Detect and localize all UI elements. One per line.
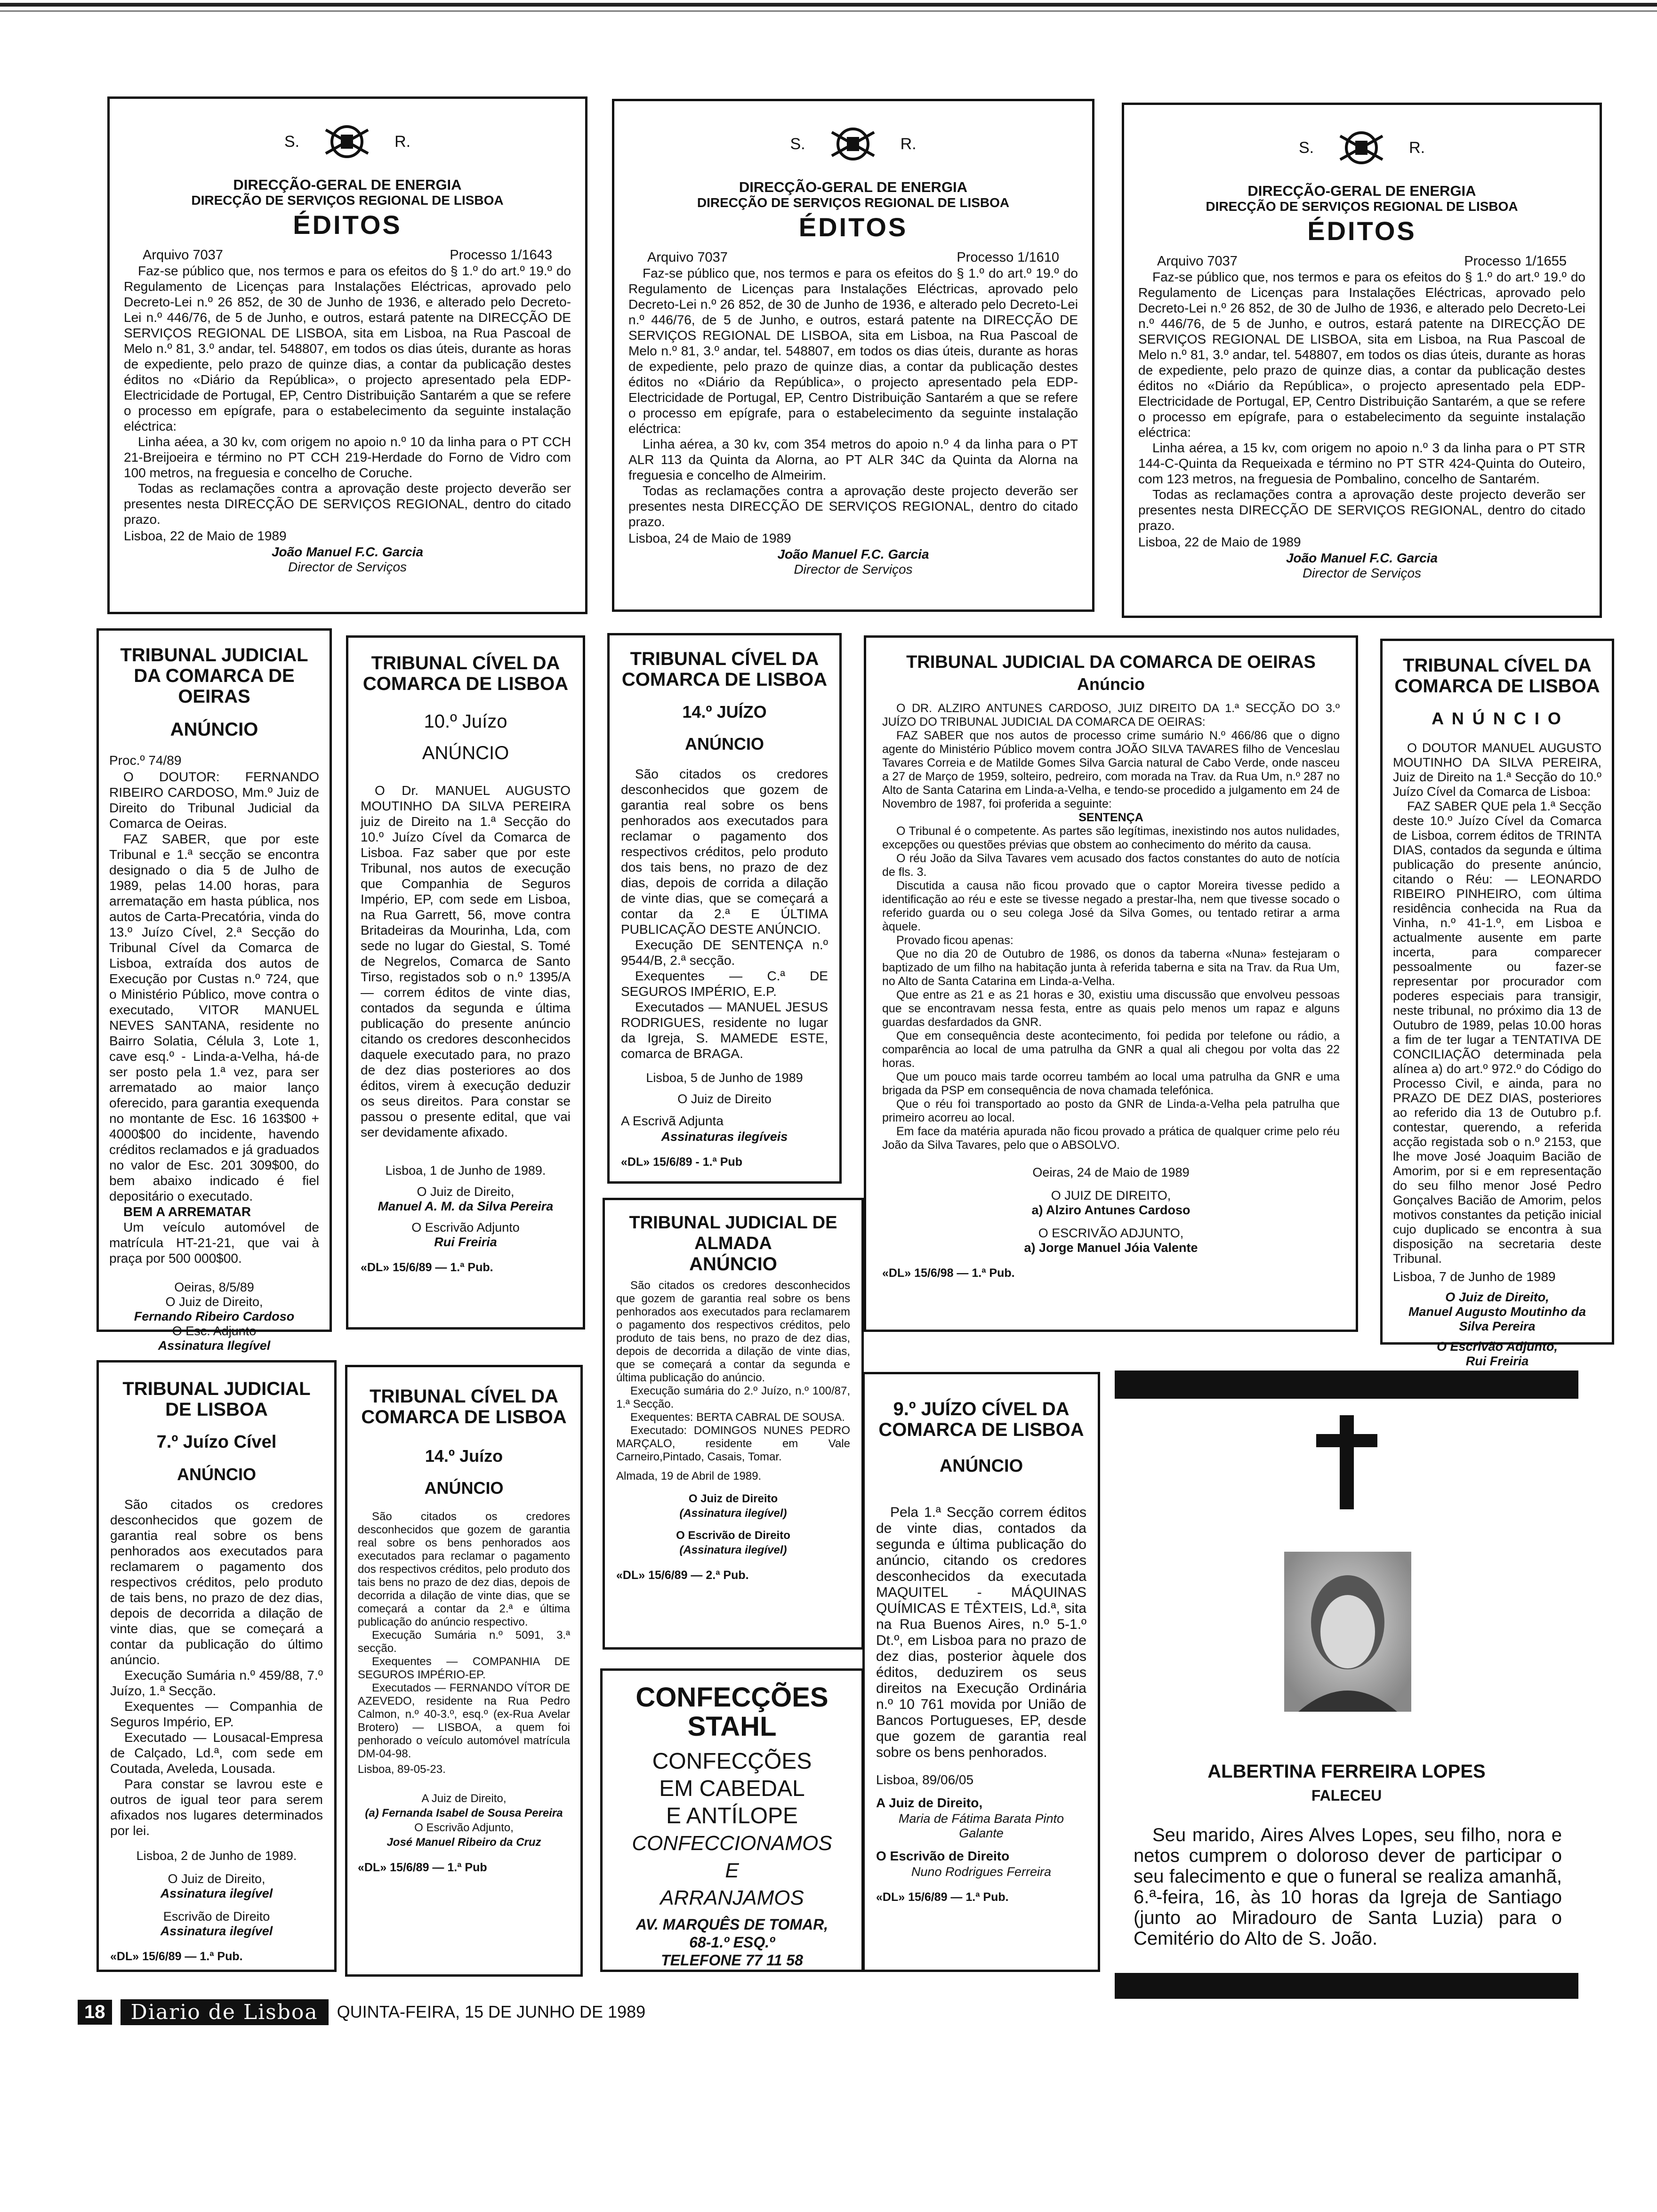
juizo: 10.º Juízo [424,711,507,732]
section-heading: BEM A ARREMATAR [123,1204,251,1219]
ad-address-2: 68-1.º ESQ.º [689,1934,775,1951]
signer-name: Maria de Fátima Barata Pinto Galante [898,1811,1064,1840]
processo: Processo 1/1610 [957,250,1059,265]
deceased-name: ALBERTINA FERREIRA LOPES [1207,1761,1486,1782]
signatory-role: Director de Serviços [794,562,913,577]
notice-body-2: FAZ SABER, que por este Tribunal e 1.ª secção se encontra designado o dia 5 de Julho de 1989, pelas 14.00 horas, para arrematação em hasta pública, nos autos de Carta-Precatória, vinda do 13.º Juízo Cível, 2.ª Secção do Tribunal Cível da Comarca de Lisboa, extraída dos autos de Execução por Custas n.º 724, que o Ministério Público, move contra o executado, VITOR MANUEL NEVES SANTANA, residente no Bairro Solatia, Célula 3, Lote 1, cave esq.º - Linda-a-Velha, há-de ser posto pela 1.ª vez, para ser arrematado ao maior lanço oferecido, para garantia exequenda no montante de Esc. 16 163$00 + 4000$00 do incidente, havendo créditos reclamados e já graduados no valor de Esc. 201 309$00, do bem abaixo indicado é fiel depositário o executado. [109,832,319,1203]
arquivo: Arquivo 7037 [143,248,223,263]
notice-body: Faz-se público que, nos termos e para os efeitos do § 1.º do art.º 19.º do Regulamento de Licenças para Instalações Eléctricas, aprovado pelo Decreto-Lei n.º 26 852, de 30 de Junho de 1936, e alterado pelo Decreto-Lei n.º 446/76, de 5 de Junho, e outros, estará patente na DIRECÇÃO DE SERVIÇOS REGIONAL DE LISBOA, sita em Lisboa, na Rua Pascoal de Melo n.º 81, 3.º andar, tel. 548807, em todos os dias úteis, durante as horas de expediente, pelo prazo de quinze dias, a contar da publicação destes éditos no «Diário da República», o projecto apresentado pela EDP-Electricidade de Portugal, EP, Centro Distribuição Santarém a que se refere o processo em epígrafe, para o estabelecimento da seguinte instalação eléctrica: [124,264,571,433]
notice-body: O DOUTOR MANUEL AUGUSTO MOUTINHO DA SILVA PEREIRA, Juiz de Direito na 1.ª Secção do 10.º Juízo Cível da Comarca de Lisboa: [1393,741,1601,799]
anuncio-title: ANÚNCIO [689,1254,777,1274]
ad-line: EM CABEDAL [659,1776,805,1801]
juizo: 7.º Juízo Cível [156,1432,277,1452]
signer-name-2: Rui Freiria [434,1235,497,1249]
editos-notice-2 [612,99,1094,612]
signer-name: Manuel A. M. da Silva Pereira [378,1199,554,1213]
signer-name: a) Alziro Antunes Cardoso [1031,1203,1190,1217]
cross-icon [1316,1415,1377,1509]
place-date: Lisboa, 7 de Junho de 1989 [1393,1269,1556,1284]
proc-number: Proc.º 74/89 [109,753,182,768]
notice-title: ÉDITOS [1307,216,1416,246]
executado: Executado: DOMINGOS NUNES PEDRO MARÇALO, residente em Vale Carneiro,Pintado, Casais, Tomar. [616,1424,850,1463]
paragraph-7: Que no dia 20 de Outubro de 1986, os donos da taberna «Nuna» festejaram o baptizado de um filho na habitação junta à referida taberna e sita na Trav. da Rua Um, no Alto de Santa Catarina em Linda-a-Velha. [882,947,1340,988]
execution: Execução sumária do 2.º Juízo, n.º 100/87, 1.ª Secção. [616,1385,850,1411]
notice-line: Linha aérea, a 15 kv, com origem no apoio n.º 3 da linha para o PT STR 144-C-Quinta da Requeixada e término no PT STR 424-Quinta do Outeiro, com 123 metros, na freguesia de Pombalino, concelho de Santarém. [1138,441,1585,486]
obituary-text: Seu marido, Aires Alves Lopes, seu filho, nora e netos cumprem o doloroso dever de participar o seu falecimento e que o funeral se realiza amanhã, 6.ª-feira, 16, às 10 horas da Igreja de Santiago (junto ao Miradouro de Santa Luzia) para o Cemitério do Alto de S. João. [1134,1825,1562,1949]
anuncio-title: ANÚNCIO [422,743,509,763]
notice-body: Faz-se público que, nos termos e para os efeitos do § 1.º do art.º 19.º do Regulamento de Licenças para Instalações Eléctricas, aprovado pelo Decreto-Lei n.º 26 852, de 30 de Junho de 1936, e alterado pelo Decreto-Lei n.º 446/76, de 5 de Junho, e outros, estará patente na DIRECÇÃO DE SERVIÇOS REGIONAL DE LISBOA, sita em Lisboa, na Rua Pascoal de Melo n.º 81, 3.º andar, tel. 548807, em todos os dias úteis, durante as horas de expediente, pelo prazo de quinze dias, a contar da publicação destes éditos no «Diário da República», o projecto apresentado pela EDP-Electricidade de Portugal, EP, Centro Distribuição Santarém a que se refere o processo em epígrafe, para o estabelecimento da seguinte instalação eléctrica: [628,266,1078,436]
court-title: TRIBUNAL JUDICIAL DA COMARCA DE OEIRAS [120,645,308,707]
signer-name: Fernando Ribeiro Cardoso [134,1309,295,1323]
anuncio-title: A N Ú N C I O [1432,709,1563,728]
exequentes: Exequentes — COMPANHIA DE SEGUROS IMPÉRIO-EP. [358,1655,570,1681]
paragraph-9: Que em consequência deste acontecimento, foi pedida por telefone ou rádio, a comparência ao local de uma patrulha da GNR a qual ali chegou por volta das 22 horas. [882,1029,1340,1070]
signer-role-2: O Escrivão de Direito [676,1529,790,1542]
publication-tag: «DL» 15/6/89 — 1.ª Pub [358,1861,487,1874]
coat-of-arms-icon [1331,122,1392,174]
ad-brand: STAHL [687,1711,777,1742]
processo: Processo 1/1655 [1464,254,1567,269]
place-date: Lisboa, 5 de Junho de 1989 [646,1071,803,1085]
org-division: DIRECÇÃO DE SERVIÇOS REGIONAL DE LISBOA [1206,199,1518,214]
paragraph-11: Que o réu foi transportado ao posto da GNR de Linda-a-Velha pela patrulha que primeiro acorreu ao local. [882,1098,1340,1124]
signer-role: O Juiz de Direito, [165,1295,263,1309]
signer-role: A Juiz de Direito, [876,1795,983,1810]
editos-notice-1 [107,96,587,614]
deceased-status: FALECEU [1311,1787,1382,1804]
court-title: TRIBUNAL JUDICIAL DA COMARCA DE OEIRAS [906,652,1316,672]
portrait-photo [1284,1552,1411,1712]
sentence-heading: SENTENÇA [1078,811,1143,824]
anuncio-title: ANÚNCIO [177,1465,256,1484]
top-rule-thin [0,10,1657,12]
signatory-role: Director de Serviços [288,560,407,574]
signer-role: O JUIZ DE DIREITO, [1051,1188,1171,1202]
signer-name-2: (Assinatura ilegível) [679,1544,787,1556]
notice-body: O DOUTOR: FERNANDO RIBEIRO CARDOSO, Mm.º Juiz de Direito do Tribunal Judicial da Comarca de Oeiras. [109,769,319,831]
signatory: João Manuel F.C. Garcia [1286,551,1438,565]
signer-name-2: a) Jorge Manuel Jóia Valente [1024,1241,1198,1255]
court-title: 9.º JUÍZO CÍVEL DA COMARCA DE LISBOA [878,1399,1084,1440]
notice-civel-9 [862,1372,1100,1972]
signer-name: (a) Fernanda Isabel de Sousa Pereira [365,1807,563,1819]
notice-line: Linha aéea, a 30 kv, com origem no apoio n.º 10 da linha para o PT CCH 21-Breijoeira e término no PT CCH 219-Herdade do Forno de Vidro com 100 metros, na freguesia e concelho de Coruche. [124,434,571,480]
signatory: João Manuel F.C. Garcia [271,545,424,559]
place-date: Lisboa, 89/06/05 [876,1772,974,1787]
signer-role-2: O Escrivão Adjunto [411,1220,520,1234]
signer-role-2: O Esc. Adjunto [172,1324,257,1338]
court-title: TRIBUNAL CÍVEL DA COMARCA DE LISBOA [361,1386,567,1427]
notice-lisboa-7 [97,1360,337,1972]
paragraph-10: Que um pouco mais tarde ocorreu também ao local uma patrulha da GNR e uma brigada da PSP em consequência de nova chamada telefónica. [882,1070,1340,1097]
anuncio-title: ANÚNCIO [424,1478,504,1498]
court-title: TRIBUNAL CÍVEL DA COMARCA DE LISBOA [362,653,569,694]
org-name: DIRECÇÃO-GERAL DE ENERGIA [233,176,462,193]
place-date: Lisboa, 24 de Maio de 1989 [628,531,791,545]
signer-name-2: José Manuel Ribeiro da Cruz [386,1836,541,1849]
ad-line: CONFECCIONAMOS [632,1832,832,1855]
execution: Execução Sumária n.º 5091, 3.ª secção. [358,1629,570,1655]
signer-name: (Assinatura ilegível) [679,1507,787,1520]
paragraph-4: O réu João da Silva Tavares vem acusado dos factos constantes do auto de notícia de fls. 3. [882,852,1340,879]
org-division: DIRECÇÃO DE SERVIÇOS REGIONAL DE LISBOA [697,195,1010,210]
place-date: Lisboa, 1 de Junho de 1989. [385,1163,546,1178]
paragraph-2: FAZ SABER que nos autos de processo crime sumário N.º 466/86 que o digno agente do Ministério Público movem contra JOÃO SILVA TAVARES filho de Venceslau Tavares Correia e de Matilde Gomes Silva Garcia natural de Cabo Verde, onde nasceu a 27 de Março de 1959, solteiro, pedreiro, com morada na Trav. da Rua Um, n.º 287 no Alto de Santa Catarina em Linda-a-Velha, e tendo-se procedido a julgamento em 24 de Novembro de 1987, foi proferida a seguinte: [882,729,1340,810]
emblem: S. R. [1138,122,1585,174]
ad-line: ARRANJAMOS [660,1886,804,1909]
place-date: Oeiras, 24 de Maio de 1989 [1032,1165,1190,1179]
executado: Executado — Lousacal-Empresa de Calçado, Ld.ª, com sede em Coutada, Aveleda, Lousada. [110,1730,323,1776]
ad-headline: CONFECÇÕES [635,1682,828,1713]
court-title: TRIBUNAL JUDICIAL DE LISBOA [122,1378,311,1420]
publication-tag: «DL» 15/6/89 — 1.ª Pub. [361,1261,493,1274]
exequentes: Exequentes — Companhia de Seguros Império, EP. [110,1699,323,1729]
signer-name: Manuel Augusto Moutinho da Silva Pereira [1408,1305,1586,1333]
publication-tag: «DL» 15/6/98 — 1.ª Pub. [882,1266,1015,1280]
signer-role-2: A Escrivã Adjunta [621,1114,724,1128]
court-title: TRIBUNAL JUDICIAL DE ALMADA [629,1213,837,1253]
signer-role: A Juiz de Direito, [421,1792,507,1805]
paragraph-3: O Tribunal é o competente. As partes são legítimas, inexistindo nos autos nulidades, excepções ou questões prévias que obstem ao conhecimento do mérito da causa. [882,825,1340,851]
notice-body: São citados os credores desconhecidos que gozem de garantia real sobre os bens penhorados aos executados para reclamarem o pagamento dos respectivos créditos, pelo produto de tais bens, no prazo de dez dias, depois de decorrida a dilação de vinte dias, que se começará a contar da publicação do último anúncio. [110,1497,323,1667]
place-date: Almada, 19 de Abril de 1989. [616,1470,762,1483]
notice-civel-14a [607,633,842,1184]
notice-body: Pela 1.ª Secção correm éditos de vinte dias, contados da segunda e última publicação do anúncio, citando os credores desconhecidos da executada MAQUITEL - MÁQUINAS QUÍMICAS E TÊXTEIS, Ld.ª, sita na Rua Buenos Aires, n.º 5-1.º Dt.º, em Lisboa para no prazo de dez dias, posterior àquele dos éditos, deduzirem os seus direitos na Execução Ordinária n.º 10 761 movida por União de Bancos Portugueses, EP, desde que gozem de garantia real sobre os bens penhorados. [876,1505,1086,1760]
notice-body: São citados os credores desconhecidos que gozem de garantia real sobre os bens penhorados aos executados para reclamar o pagamento dos respectivos créditos, pelo produto dos tais bens, no prazo de dez dias, depois de corrida a dilação de vinte dias, que se começará a contar da 2.ª E ÚLTIMA PUBLICAÇÃO DESTE ANÚNCIO. [621,767,828,937]
notice-reclamation: Todas as reclamações contra a aprovação deste projecto deverão ser presentes nesta DIRECÇÃO DE SERVIÇOS REGIONAL, dentro do citado prazo. [1138,487,1585,533]
page-footer [78,1998,645,2026]
publication-tag: «DL» 15/6/89 — 1.ª Pub. [110,1950,243,1963]
notice-line: Linha aérea, a 30 kv, com 354 metros do apoio n.º 4 da linha para o PT ALR 113 da Quinta da Alorna, ao PT ALR 34C da Quinta da Alorna na freguesia e concelho de Almeirim. [628,437,1078,482]
executados: Executados — MANUEL JESUS RODRIGUES, residente no lugar da Igreja, S. MAMEDE ESTE, comarca de BRAGA. [621,1000,828,1061]
issue-date: QUINTA-FEIRA, 15 DE JUNHO DE 1989 [337,2002,646,2021]
ad-address: AV. MARQUÊS DE TOMAR, [635,1916,828,1933]
black-bar-bottom [1115,1973,1578,1999]
obituary [1115,1370,1578,1999]
emblem: S. R. [628,118,1078,170]
signer-role: O Juiz de Direito, [417,1185,515,1199]
notice-body: São citados os credores desconhecidos que gozem de garantia real sobre os bens penhorados aos executados para reclamar o pagamento dos respectivos créditos, pelo produto dos tais bens no prazo de dez dias, depois de decorrida a dilação de vinte dias, que se começará a contar da 2.ª e última publicação do anúncio respectivo. [358,1510,570,1628]
anuncio-title: ANÚNCIO [939,1456,1023,1476]
closing: Para constar se lavrou este e outros de igual teor para serem afixados nos lugares determinados por lei. [110,1777,323,1838]
notice-almada [603,1198,864,1650]
notice-body: Faz-se público que, nos termos e para os efeitos do § 1.º do art.º 19.º do Regulamento de Licenças para Instalações Eléctricas, aprovado pelo Decreto-Lei n.º 26 852, de 30 de Julho de 1936, e alterado pelo Decreto-Lei n.º 446/76, de 5 de Junho, e outros, estará patente na DIRECÇÃO DE SERVIÇOS REGIONAL DE LISBOA, sita em Lisboa, na Rua Pascoal de Melo n.º 81, 3.º andar, tel. 548807, em todos os dias úteis, durante as horas de expediente, pelo prazo de quinze dias, a contar da publicação destes éditos no «Diário da República», o projecto apresentado pela EDP-Electricidade de Portugal, EP, Centro Distribuição Santarém, a que se refere o processo em epígrafe, para o estabelecimento da seguinte instalação eléctrica: [1138,270,1585,440]
signer-role: O Juiz de Direito [677,1092,772,1106]
signer-role-2: O Escrivão de Direito [876,1849,1010,1863]
place-date: Lisboa, 22 de Maio de 1989 [124,529,287,543]
place-date: Lisboa, 89-05-23. [358,1763,446,1776]
emblem: S. R. [124,116,571,168]
executados: Executados — FERNANDO VÍTOR DE AZEVEDO, residente na Rua Pedro Calmon, n.º 40-3.º, esq.º (ex-Rua Avelar Brotero) — LISBOA, a quem foi penhorado o veículo automóvel matrícula DM-04-98. [358,1682,570,1760]
anuncio-title: Anúncio [1077,674,1145,694]
juizo: 14.º JUÍZO [682,702,767,721]
notice-civel-10 [346,635,585,1330]
signer-role: O Juiz de Direito, [168,1872,265,1886]
notice-reclamation: Todas as reclamações contra a aprovação deste projecto deverão ser presentes nesta DIRECÇÃO DE SERVIÇOS REGIONAL, dentro do citado prazo. [628,483,1078,529]
masthead: Diario de Lisboa [121,1999,329,2025]
notice-body-2: FAZ SABER QUE pela 1.ª Secção deste 10.º Juízo Cível da Comarca de Lisboa, correm éditos de TRINTA DIAS, contados da segunda e última publicação do presente anúncio, citando o Réu: — LEONARDO RIBEIRO PINHEIRO, com última residência conhecida na Rua da Vinha, n.º 41-1.º, em Lisboa e actualmente ausente em parte incerta, para comparecer pessoalmente ou fazer-se representar por procurador com poderes especiais para transigir, neste tribunal, no próximo dia 13 de Outubro de 1989, pelas 10.00 horas a fim de ter lugar a TENTATIVA DE CONCILIAÇÃO determinada pela alínea a) do art.º 972.º do Código do Processo Civil, e ainda, para no PRAZO DE DEZ DIAS, posteriores ao referido dia 13 de Outubro p.f. contestar, querendo, a referida acção registada sob o n.º 2153, que lhe move José Joaquim Bacião de Amorim, por si e em representação do seu filho menor José Pedro Gonçalves Bacião de Amorim, pelos motivos constantes da petição inicial cujo duplicado se encontra à sua disposição na secretaria deste Tribunal. [1393,799,1601,1266]
notice-body-3: Um veículo automóvel de matrícula HT-21-21, que vai à praça por 500 000$00. [109,1220,319,1266]
publication-tag: «DL» 15/6/89 — 2.ª Pub. [616,1569,749,1582]
org-name: DIRECÇÃO-GERAL DE ENERGIA [1247,183,1476,199]
org-name: DIRECÇÃO-GERAL DE ENERGIA [739,179,968,195]
notice-reclamation: Todas as reclamações contra a aprovação deste projecto deverão ser presentes nesta DIRECÇÃO DE SERVIÇOS REGIONAL, dentro do citado prazo. [124,481,571,527]
publication-tag: «DL» 15/6/89 — 1.ª Pub. [876,1891,1009,1904]
notice-body: São citados os credores desconhecidos que gozem de garantia real sobre os bens penhorados aos executados para reclamarem o pagamento dos respectivos créditos, pelo produto de tais bens, no prazo de dez dias, depois de decorrida a dilação de vinte dias, que se começará a contar da segunda e última publicação do anúncio. [616,1279,850,1384]
place-date: Lisboa, 2 de Junho de 1989. [136,1849,297,1863]
exequentes: Exequentes: BERTA CABRAL DE SOUSA. [630,1411,845,1424]
ad-line: E [725,1859,739,1882]
signatory: João Manuel F.C. Garcia [777,547,929,561]
signer-name-2: Assinatura ilegível [160,1924,273,1938]
notice-body: O Dr. MANUEL AUGUSTO MOUTINHO DA SILVA PEREIRA juiz de Direito na 1.ª Secção do 10.º Juízo Cível da Comarca de Lisboa. Faz saber que por este Tribunal, nos autos de execução que Companhia de Seguros Império, EP, com sede em Lisboa, na Rua Garrett, 56, move contra Britadeiras da Mourinha, Lda, com sede no lugar do Giestal, S. Tomé de Negrelos, Comarca de Santo Tirso, registados sob o n.º 1395/A — correm éditos de vinte dias, contados da segunda e última publicação do presente anúncio citando os credores desconhecidos daquele executado para, no prazo de dez dias posteriores ao dos éditos, virem à execução deduzir os seus direitos. Para constar se passou o presente edital, que vai ser devidamente afixado. [361,783,571,1139]
paragraph-1: O DR. ALZIRO ANTUNES CARDOSO, JUIZ DIREITO DA 1.ª SECÇÃO DO 3.º JUÍZO DO TRIBUNAL JUDICIAL DA COMARCA DE OEIRAS: [882,702,1340,729]
signer-role-2: O ESCRIVÃO ADJUNTO, [1038,1226,1184,1240]
signer-role-2: O Escrivão Adjunto, [414,1821,514,1834]
org-division: DIRECÇÃO DE SERVIÇOS REGIONAL DE LISBOA [191,193,504,208]
place-date: Oeiras, 8/5/89 [174,1280,254,1294]
coat-of-arms-icon [822,118,884,170]
ad-phone: TELEFONE 77 11 58 [661,1952,803,1969]
signer-role-2: O Escrivão Adjunto, [1436,1339,1558,1354]
publication-tag: «DL» 15/6/89 - 1.ª Pub [621,1155,742,1169]
top-rule [0,3,1657,7]
execution: Execução Sumária n.º 459/88, 7.º Juízo, 1.ª Secção. [110,1668,323,1698]
notice-oeiras-2 [864,635,1358,1332]
juizo: 14.º Juízo [425,1446,503,1466]
notice-civel-10b [1380,639,1614,1368]
exequentes: Exequentes — C.ª DE SEGUROS IMPÉRIO, E.P. [621,969,828,999]
notice-oeiras-1 [97,628,332,1353]
signer-name-2: Assinatura Ilegível [158,1338,271,1353]
signatory-role: Director de Serviços [1302,566,1422,580]
signer-role: O Juiz de Direito [688,1492,778,1505]
coat-of-arms-icon [316,116,378,168]
arquivo: Arquivo 7037 [647,250,728,265]
anuncio-title: ANÚNCIO [685,734,764,753]
signer-name: Assinatura ilegível [160,1886,273,1900]
place-date: Lisboa, 22 de Maio de 1989 [1138,535,1301,549]
court-title: TRIBUNAL CÍVEL DA COMARCA DE LISBOA [621,649,828,690]
execution: Execução DE SENTENÇA n.º 9544/B, 2.ª secção. [621,938,828,968]
notice-title: ÉDITOS [293,210,402,240]
ad-line: E ANTÍLOPE [666,1803,798,1828]
processo: Processo 1/1643 [450,248,552,263]
signer-role-2: Escrivão de Direito [163,1909,270,1923]
paragraph-12: Em face da matéria apurada não ficou provado a prática de qualquer crime pelo réu João da Silva Tavares, pelo que o ABSOLVO. [882,1125,1340,1152]
stahl-advertisement [600,1668,864,1972]
signer-name-2: Nuno Rodrigues Ferreira [911,1865,1052,1879]
editos-notice-3 [1122,103,1602,618]
anuncio-title: ANÚNCIO [170,719,258,740]
court-title: TRIBUNAL CÍVEL DA COMARCA DE LISBOA [1394,655,1600,697]
arquivo: Arquivo 7037 [1157,254,1238,269]
paragraph-8: Que entre as 21 e as 21 horas e 30, existiu uma discussão que envolveu pessoas que se encontravam nessa festa, entre as quais pelo menos um rapaz e alguns guardas desfardados da GNR. [882,988,1340,1029]
page-number: 18 [78,2000,112,2025]
signer-role: O Juiz de Direito, [1445,1290,1549,1304]
signer-name-2: Assinaturas ilegíveis [661,1130,788,1144]
ad-line: CONFECÇÕES [652,1749,812,1774]
signer-name-2: Rui Freiria [1465,1354,1529,1368]
black-bar-top [1115,1370,1578,1399]
paragraph-5: Discutida a causa não ficou provado que o captor Moreira tivesse pedido a identificação ao réu e este se tivesse negado a prestar-lha, nem que tivesse socado o referido guarda ou o seu colega José da Silva Gomes, ou tentado retirar a arma àquele. [882,879,1340,933]
notice-title: ÉDITOS [798,212,908,242]
notice-civel-14b [345,1365,583,1977]
paragraph-6: Provado ficou apenas: [896,934,1014,947]
